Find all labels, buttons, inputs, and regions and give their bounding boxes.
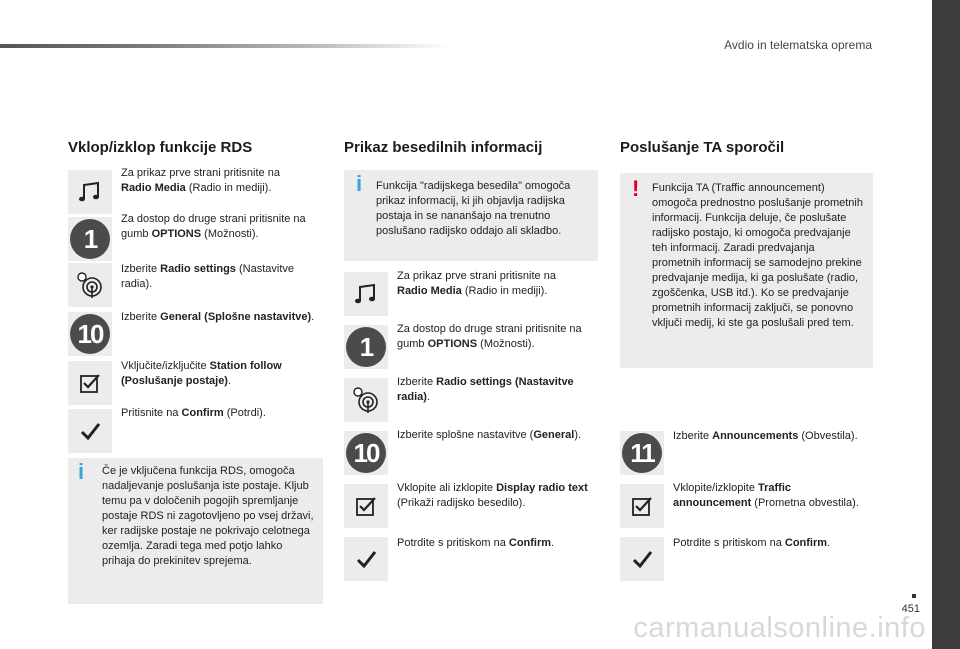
col2-step-4: Izberite splošne nastavitve (General). — [397, 429, 582, 441]
col1-step-5: Vključite/izključite Station follow (Poslušanje postaje). — [121, 360, 282, 387]
number-badge-11: 11 — [620, 431, 664, 475]
col1-step-3: Izberite Radio settings (Nastavitve radia). — [121, 263, 295, 290]
col2-step-2: Za dostop do druge strani pritisnite na gumb OPTIONS (Možnosti). — [397, 323, 582, 350]
col1-info-box — [68, 458, 323, 604]
side-strip — [932, 0, 960, 649]
col3-warning-text: Funkcija TA (Traffic announcement) omogoča prednostno poslušanje prometnih informacij. Funkcija deluje, če poslušate radijsko postajo, ki omogoča predvajanje teh informacij. Zaradi predvajanja prometnih informacij se samodejno prekine predvajanje medija, ki ga poslušate (radio, zgoščenka, USB itd.). Ko se predvajanje prometnih informacij zaključi, se ponovno vključi medij, ki ste ga poslušali pred tem. — [652, 182, 863, 329]
col2-step-3: Izberite Radio settings (Nastavitve radia). — [397, 376, 574, 403]
checkmark-icon — [68, 409, 112, 453]
col1-info-text: Če je vključena funkcija RDS, omogoča nadaljevanje poslušanja iste postaje. Kljub temu pa v določenih pogojih spremljanje postaje RDS ni zagotovljeno po vsej državi, ker radijske postaje ne pokrivajo celotnega ozemlja. Zaradi tega med potjo lahko prihaja do prekinitev sprejema. — [102, 465, 314, 567]
watermark: carmanualsonline.info — [633, 612, 926, 644]
col1-step-2: Za dostop do druge strani pritisnite na gumb OPTIONS (Možnosti). — [121, 213, 306, 240]
number-badge-1: 1 — [68, 217, 112, 261]
col3-step-2: Vklopite/izklopite Traffic announcement (Prometna obvestila). — [673, 482, 859, 509]
col1-step-1: Za prikaz prve strani pritisnite na Radio Media (Radio in mediji). — [121, 167, 280, 194]
warning-icon: ! — [632, 176, 640, 201]
radio-settings-icon — [344, 378, 388, 422]
checkmark-icon — [620, 537, 664, 581]
number-badge-1: 1 — [344, 325, 388, 369]
col2-title: Prikaz besedilnih informacij — [344, 139, 543, 156]
col1-title: Vklop/izklop funkcije RDS — [68, 139, 253, 156]
col2-step-6: Potrdite s pritiskom na Confirm. — [397, 537, 555, 549]
radio-settings-icon — [68, 263, 112, 307]
page-number: 451 — [901, 603, 920, 615]
col1-step-4: Izberite General (Splošne nastavitve). — [121, 311, 315, 323]
music-note-icon — [344, 272, 388, 316]
col3-step-3: Potrdite s pritiskom na Confirm. — [673, 537, 831, 549]
number-badge-10: 10 — [68, 312, 112, 356]
col2-info-box — [344, 170, 598, 261]
header-gradient-bar — [0, 44, 450, 48]
checkbox-icon — [344, 484, 388, 528]
section-title: Avdio in telematska oprema — [724, 38, 872, 52]
col2-step-5: Vklopite ali izklopite Display radio text (Prikaži radijsko besedilo). — [397, 482, 588, 509]
page-marker — [912, 594, 916, 598]
music-note-icon — [68, 170, 112, 214]
col2-step-1: Za prikaz prve strani pritisnite na Radio Media (Radio in mediji). — [397, 270, 556, 297]
col1-step-6: Pritisnite na Confirm (Potrdi). — [121, 407, 266, 419]
col2-info-text: Funkcija "radijskega besedila" omogoča prikaz informacij, ki jih objavlja radijska postaja in se nananšajo na trenutno poslušano radijsko oddajo ali skladbo. — [376, 180, 571, 237]
col3-warning-box — [620, 173, 873, 368]
checkbox-icon — [68, 361, 112, 405]
col3-title: Poslušanje TA sporočil — [620, 139, 785, 156]
col3-step-1: Izberite Announcements (Obvestila). — [673, 430, 858, 442]
number-badge-10: 10 — [344, 431, 388, 475]
info-icon: i — [78, 459, 85, 484]
info-icon: i — [356, 171, 363, 196]
checkmark-icon — [344, 537, 388, 581]
checkbox-icon — [620, 484, 664, 528]
